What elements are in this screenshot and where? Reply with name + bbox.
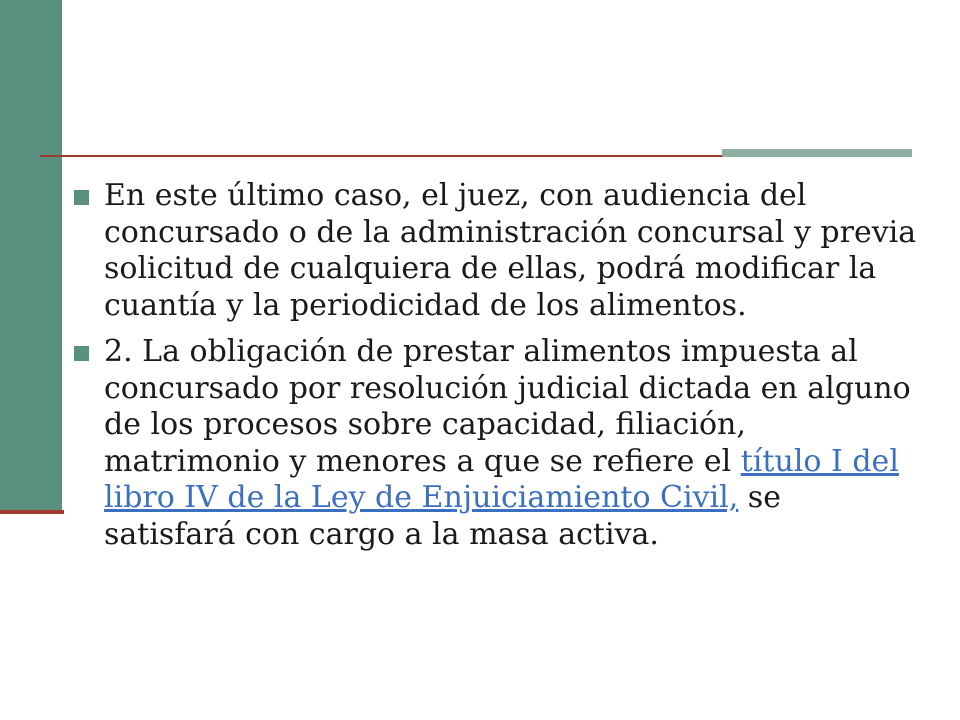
header-rule-accent [722, 149, 912, 157]
bullet-text: En este último caso, el juez, con audiencia del concursado o de la administración concursal y previa solicitud de cualquiera de ellas, podrá modificar la cuantía y la periodicidad de los alimentos. [104, 178, 917, 323]
square-bullet-icon [74, 346, 89, 361]
left-accent-bar-edge [0, 510, 64, 514]
square-bullet-icon [74, 190, 89, 205]
slide-body [74, 178, 920, 563]
bullet-item-1 [74, 178, 920, 324]
bullet-text-before-link: 2. La obligación de prestar alimentos impuesta al concursado por resolución judicial dictada en alguno de los procesos sobre capacidad, filiación, matrimonio y menores a que se refiere el [104, 334, 911, 479]
left-accent-bar [0, 0, 62, 510]
law-reference-link[interactable]: título I del libro IV de la Ley de Enjuiciamiento Civil, [104, 443, 899, 515]
bullet-item-2 [74, 334, 920, 553]
bullet-text-after-link: se satisfará con cargo a la masa activa. [104, 480, 781, 552]
